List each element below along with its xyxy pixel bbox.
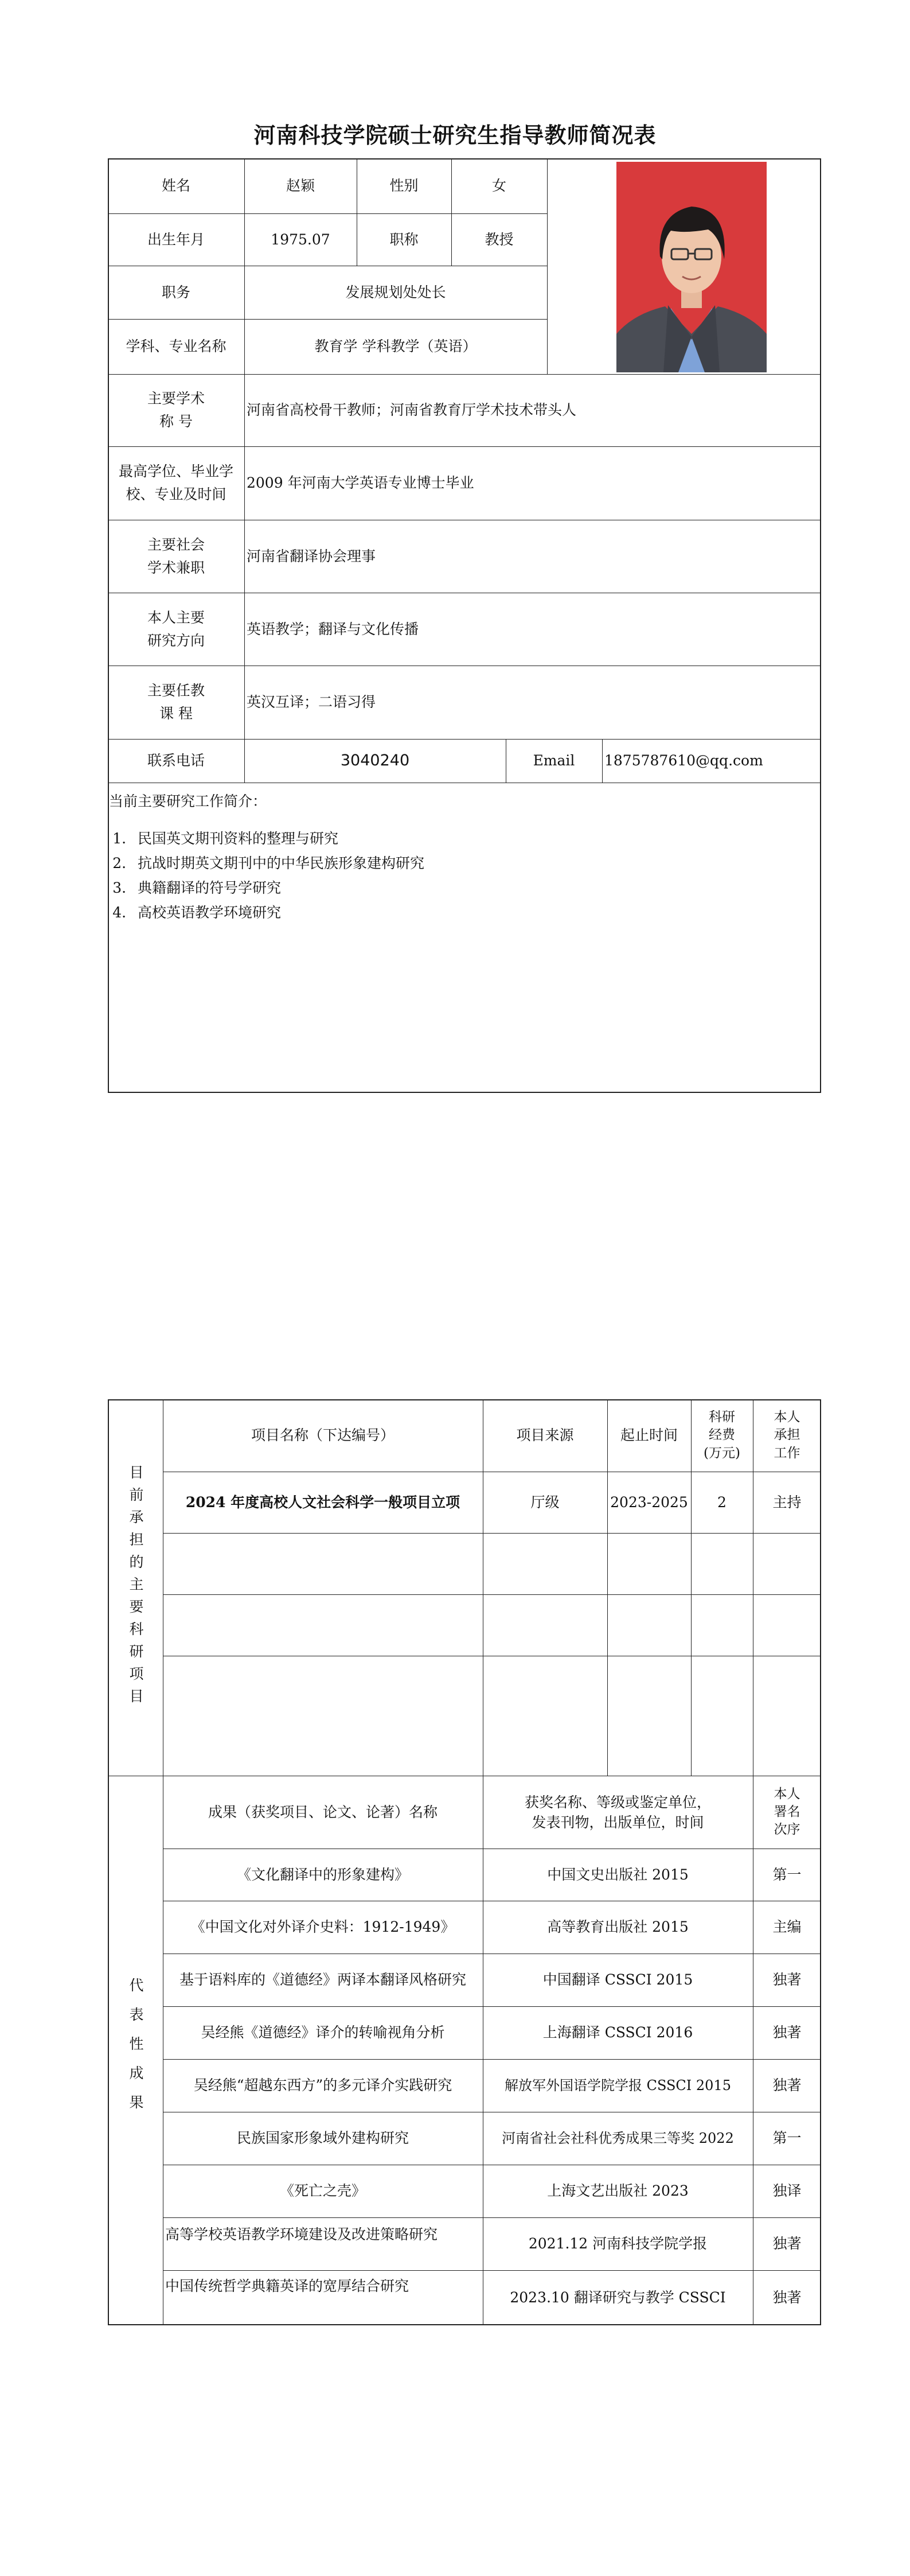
funding-header-line1: 科研 xyxy=(709,1410,735,1425)
intro-item: 4. 高校英语教学环境研究 xyxy=(131,900,424,925)
intro-item: 2. 抗战时期英文期刊中的中华民族形象建构研究 xyxy=(131,851,424,875)
course-label-line1: 主要任教 xyxy=(147,682,205,699)
achievement-name: 《死亡之壳》 xyxy=(279,2182,366,2199)
page-title: 河南科技学院硕士研究生指导教师简况表 xyxy=(253,123,657,148)
projects-header-period: 起止时间 xyxy=(620,1427,678,1443)
intro-heading: 当前主要研究工作简介： xyxy=(109,793,267,810)
achievement-order: 第一 xyxy=(772,2130,802,2146)
achievement-name: 吴经熊《道德经》译介的转喻视角分析 xyxy=(201,2024,445,2041)
post-label: 职务 xyxy=(161,283,190,301)
research-intro xyxy=(109,789,424,925)
email-label: Email xyxy=(533,752,575,769)
research-label-line1: 本人主要 xyxy=(147,609,205,626)
achievement-order: 独译 xyxy=(772,2182,802,2199)
projects-header-name: 项目名称（下达编号） xyxy=(251,1427,395,1443)
projects-header-role xyxy=(753,1399,821,1472)
course-label xyxy=(108,666,244,739)
intro-list xyxy=(109,826,424,925)
achievement-order: 独著 xyxy=(772,2024,802,2041)
role-header-line2: 承担 xyxy=(774,1427,800,1443)
order-header-line2: 署名 xyxy=(774,1804,800,1819)
achievement-name: 基于语料库的《道德经》两译本翻译风格研究 xyxy=(179,1971,466,1988)
achievement-name: 中国传统哲学典籍英译的宽厚结合研究 xyxy=(165,2278,409,2294)
email-value: 1875787610@qq.com xyxy=(604,752,763,769)
project-role: 主持 xyxy=(772,1493,802,1511)
projects-header-source: 项目来源 xyxy=(516,1427,574,1443)
achievements-header-name: 成果（获奖项目、论文、论著）名称 xyxy=(208,1803,438,1820)
achievements-side-label: 代表性成果 xyxy=(127,1977,144,2124)
name-label: 姓名 xyxy=(161,177,190,194)
honor-value: 河南省高校骨干教师；河南省教育厅学术技术带头人 xyxy=(247,402,577,418)
achievement-detail: 河南省社会社科优秀成果三等奖 2022 xyxy=(502,2130,734,2146)
achievement-detail: 2021.12 河南科技学院学报 xyxy=(528,2235,708,2252)
achievement-order: 独著 xyxy=(772,1971,802,1988)
project-source: 厅级 xyxy=(530,1493,560,1511)
achievement-order: 独著 xyxy=(772,2235,802,2252)
degree-label-line1: 最高学位、毕业学 xyxy=(118,463,233,480)
course-label-line2: 课 程 xyxy=(159,705,193,722)
post-value: 发展规划处处长 xyxy=(345,283,446,301)
achievement-name: 吴经熊“超越东西方”的多元译介实践研究 xyxy=(193,2077,452,2094)
achievement-order: 独著 xyxy=(772,2289,802,2306)
achievement-order: 独著 xyxy=(772,2077,802,2094)
project-funding: 2 xyxy=(717,1493,727,1511)
funding-header-line2: 经费 xyxy=(709,1427,735,1443)
gender-value: 女 xyxy=(491,177,506,194)
achievements-header-order xyxy=(753,1776,821,1849)
phone-value: 3040240 xyxy=(340,752,410,770)
achievement-name: 《中国文化对外译介史料：1912-1949》 xyxy=(190,1919,455,1935)
achievement-detail: 中国文史出版社 2015 xyxy=(547,1866,689,1883)
honor-label-line2: 称 号 xyxy=(159,413,193,430)
projects-side-label: 目前承担的主要科研项目 xyxy=(127,1464,144,1711)
intro-item: 1. 民国英文期刊资料的整理与研究 xyxy=(131,826,424,851)
degree-value: 2009 年河南大学英语专业博士毕业 xyxy=(247,474,474,491)
degree-label xyxy=(108,446,244,520)
honor-label-line1: 主要学术 xyxy=(147,390,205,407)
society-label-line2: 学术兼职 xyxy=(147,559,205,576)
achievement-detail: 高等教育出版社 2015 xyxy=(547,1919,689,1935)
achievements-header-detail xyxy=(483,1776,753,1849)
subject-label: 学科、专业名称 xyxy=(126,338,226,355)
achievement-detail: 上海翻译 CSSCI 2016 xyxy=(542,2024,693,2041)
order-header-line3: 次序 xyxy=(774,1822,800,1838)
achievement-detail: 解放军外国语学院学报 CSSCI 2015 xyxy=(504,2077,731,2094)
achievement-order: 第一 xyxy=(772,1866,802,1883)
phone-label: 联系电话 xyxy=(147,752,205,769)
intro-item: 3. 典籍翻译的符号学研究 xyxy=(131,875,424,900)
name-value: 赵颖 xyxy=(286,177,315,194)
achievement-name: 高等学校英语教学环境建设及改进策略研究 xyxy=(165,2226,438,2243)
title-label: 职称 xyxy=(389,231,419,248)
funding-header-line3: (万元) xyxy=(704,1445,740,1461)
achievement-detail: 中国翻译 CSSCI 2015 xyxy=(542,1971,693,1988)
birth-label: 出生年月 xyxy=(147,231,205,248)
achievement-order: 主编 xyxy=(772,1919,802,1935)
detail-header-line1: 获奖名称、等级或鉴定单位， xyxy=(524,1793,711,1811)
project-period: 2023-2025 xyxy=(610,1493,688,1511)
degree-label-line2: 校、专业及时间 xyxy=(126,486,226,503)
achievement-detail: 上海文艺出版社 2023 xyxy=(547,2182,689,2199)
title-value: 教授 xyxy=(485,231,514,248)
achievement-detail: 2023.10 翻译研究与教学 CSSCI xyxy=(510,2289,726,2306)
project-name: 2024 年度高校人文社会科学一般项目立项 xyxy=(185,1493,460,1511)
role-header-line1: 本人 xyxy=(774,1410,800,1425)
birth-value: 1975.07 xyxy=(271,231,330,248)
order-header-line1: 本人 xyxy=(774,1786,800,1801)
gender-label: 性别 xyxy=(389,177,419,194)
detail-header-line2: 发表刊物，出版单位，时间 xyxy=(532,1814,704,1831)
course-value: 英汉互译；二语习得 xyxy=(247,694,376,710)
portrait-photo xyxy=(616,162,767,372)
society-label-line1: 主要社会 xyxy=(147,536,205,553)
honor-label xyxy=(108,374,244,446)
research-value: 英语教学；翻译与文化传播 xyxy=(247,620,419,637)
research-label xyxy=(108,593,244,666)
society-label xyxy=(108,520,244,593)
projects-header-funding xyxy=(691,1399,753,1472)
achievement-name: 民族国家形象域外建构研究 xyxy=(236,2130,409,2146)
society-value: 河南省翻译协会理事 xyxy=(247,547,376,565)
achievement-name: 《文化翻译中的形象建构》 xyxy=(236,1866,409,1883)
role-header-line3: 工作 xyxy=(774,1445,800,1461)
subject-value: 教育学 学科教学（英语） xyxy=(314,338,477,355)
research-label-line2: 研究方向 xyxy=(147,632,205,649)
